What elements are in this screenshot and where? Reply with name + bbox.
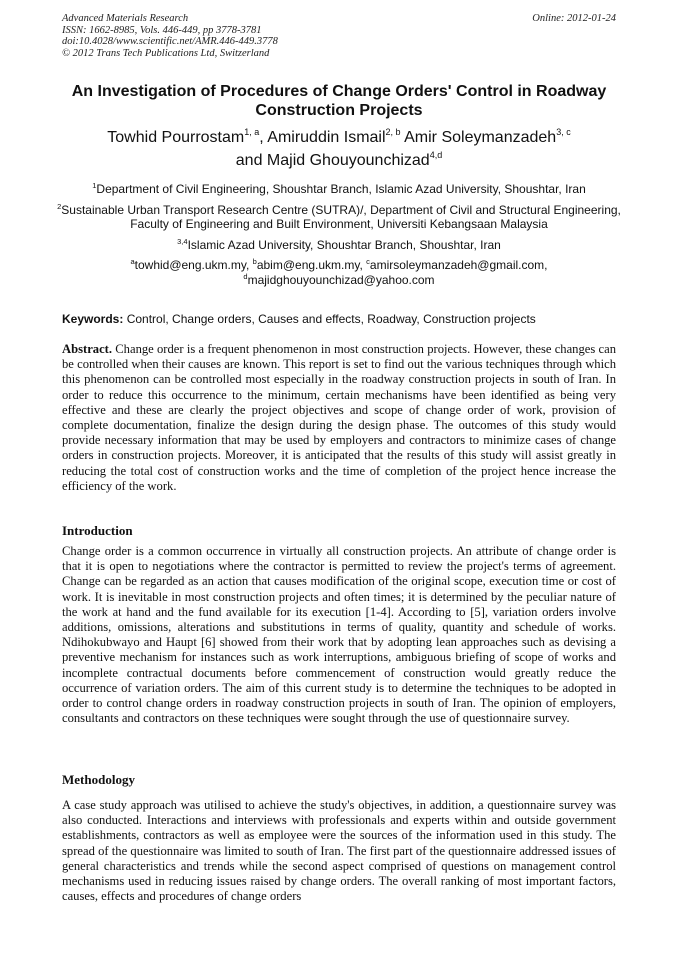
introduction-heading: Introduction: [62, 523, 133, 538]
email-link[interactable]: amirsoleymanzadeh@gmail.com,: [369, 258, 548, 272]
copyright-line: © 2012 Trans Tech Publications Ltd, Switzerland: [62, 47, 270, 59]
email-link[interactable]: abim@eng.ukm.my,: [256, 258, 363, 272]
affiliation-text: Department of Civil Engineering, Shoushtar Branch, Islamic Azad University, Shoushtar, Iran: [96, 182, 586, 196]
email-superscript: c: [366, 257, 370, 266]
keywords-text: Control, Change orders, Causes and effects, Roadway, Construction projects: [126, 312, 536, 326]
affiliation-text: Islamic Azad University, Shoushtar Branch, Shoushtar, Iran: [187, 237, 501, 252]
email-link[interactable]: majidghouyounchizad@yahoo.com: [247, 272, 435, 287]
affiliations: [40, 182, 638, 293]
abstract-label: Abstract.: [62, 342, 113, 356]
author-superscript: 1, a: [244, 127, 260, 137]
methodology-text: A case study approach was utilised to achieve the study's objectives, in addition, a questionnaire survey was also conducted. Interactions and interviews with professionals and experts within and outside government establishments, contractors as well as employee were the sources of the information used in this study. The spread of the questionnaire was limited to south of Iran. The first part of the questionnaire addressed issues of general characteristics and trends while the second aspect comprised of questions on management control mechanisms used in reducing issues raised by change orders. The overall ranking of most important factors, causes, effects and procedures of change orders: [62, 798, 616, 904]
email-list: [40, 258, 638, 287]
keywords-label: Keywords:: [62, 312, 124, 326]
methodology-section: [62, 798, 616, 904]
abstract-section: [62, 342, 616, 494]
journal-name: Advanced Materials Research: [62, 13, 189, 24]
introduction-section: [62, 544, 616, 726]
email-superscript: b: [252, 257, 257, 266]
email-link[interactable]: towhid@eng.ukm.my,: [134, 258, 250, 272]
affiliation-superscript: 2: [57, 201, 62, 211]
methodology-heading: Methodology: [62, 772, 135, 787]
author-line-1: Towhid Pourrostam$^{1, a}$, Amiruddin Ismail$^{2, b}$ Amir Soleymanzadeh$^{3, c}$: [107, 127, 571, 146]
affiliation-superscript: 3,4: [177, 236, 188, 246]
journal-header: [62, 13, 616, 59]
email-superscript: a: [130, 257, 135, 266]
keywords-line: [62, 312, 616, 327]
paper-title: An Investigation of Procedures of Change Orders' Control in Roadway Construction Projects: [71, 83, 607, 119]
author-line-2: [40, 149, 638, 172]
author-name: Amir Soleymanzadeh: [404, 129, 557, 146]
affiliation-2: [40, 203, 638, 232]
abstract-text: Change order is a frequent phenomenon in most construction projects. However, these changes can be controlled when their causes are known. This report is set to find out the various techniques through which this phenomenon can be controlled most especially in the roadway construction projects in south of Iran. In order to reduce this occurrence to the minimum, certain mechanisms have been identified as being very effective and these are clearly the project objectives and scope of change order of work, provision of complete documentation, finalize the design during the design phase. The outcomes of this study would provide necessary information that may be used by employers and contractors to minimize cases of change orders in construction projects. Moreover, it is anticipated that the results of this study will assist greatly in reducing the total cost of construction works and the time of completion of the project hence increase the efficiency of the work.: [62, 342, 616, 493]
author-superscript: 3, c: [556, 127, 571, 137]
affiliation-text: Sustainable Urban Transport Research Centre (SUTRA)/, Department of Civil and Structural Engineering, Faculty of Engineering and Built Environment, Universiti Kebangsaan Malaysia: [61, 202, 621, 231]
author-list: [40, 126, 638, 172]
author-superscript: 4,d: [429, 150, 443, 160]
author-name: Towhid Pourrostam: [107, 129, 245, 146]
author-superscript: 2, b: [385, 127, 401, 137]
issn-line: ISSN: 1662-8985, Vols. 446-449, pp 3778-3781: [62, 24, 262, 36]
author-name: and Majid Ghouyounchizad: [235, 152, 430, 169]
email-superscript: d: [243, 271, 248, 281]
doi-line: doi:10.4028/www.scientific.net/AMR.446-449.3778: [62, 36, 278, 48]
online-date: Online: 2012-01-24: [532, 13, 616, 24]
author-name: Amiruddin Ismail: [267, 129, 386, 146]
affiliation-superscript: 1: [92, 181, 97, 190]
affiliation-1: [40, 182, 638, 197]
affiliation-3: [40, 238, 638, 253]
introduction-text: Change order is a common occurrence in virtually all construction projects. An attribute of change order is that it is open to negotiations where the contractor is permitted to review the project's terms of agreement. Change can be regarded as an action that causes modification of the original scope, execution time or cost of work. It is inevitable in most construction projects and often times; it is determined by the peculiar nature of the work at hand and the fund available for its execution [1-4]. According to [5], variation orders involve additions, omissions, alterations and substitutions in terms of quality, quantity and schedule of works. Ndihokubwayo and Haupt [6] showed from their work that by adopting lean approaches such as devising a preventive mechanism for instances such as work interruptions, ambiguous briefing of scope of works and incomplete contractual documents before commencement of construction would greatly reduce the occurrence of variation orders. The aim of this current study is to determine the techniques to be adopted in order to control change orders in roadway construction projects in south of Iran. The opinion of employers, consultants and contractors on these techniques were sought through the use of questionnaire survey.: [62, 544, 616, 726]
